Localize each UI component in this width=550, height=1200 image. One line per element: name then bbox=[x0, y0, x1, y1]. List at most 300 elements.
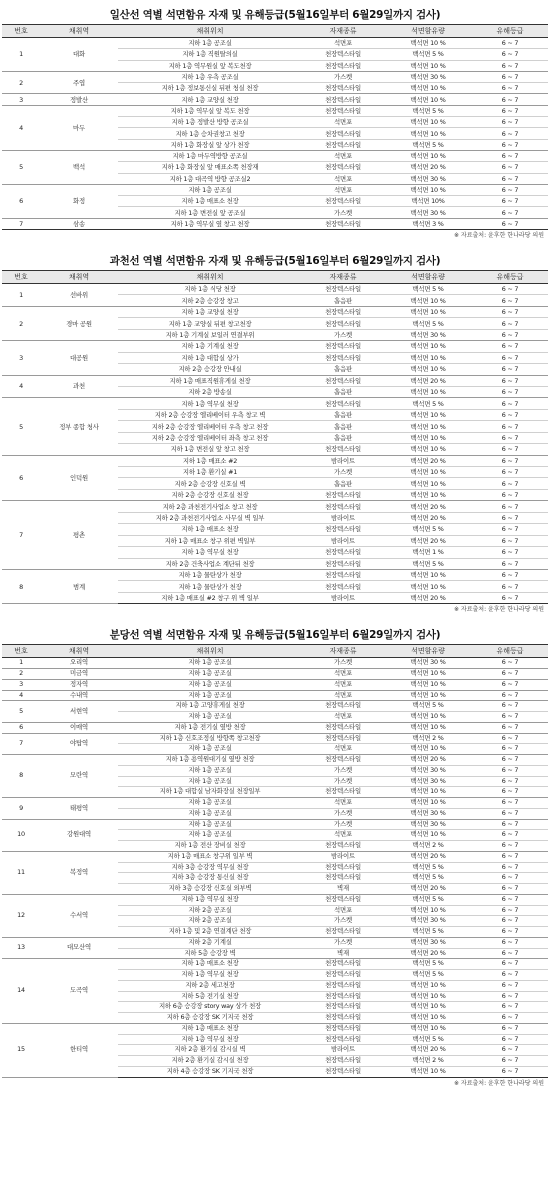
asbestos-content: 백석면 2 % bbox=[384, 841, 472, 852]
row-number: 5 bbox=[2, 398, 40, 455]
asbestos-content: 백석면 10 % bbox=[384, 690, 472, 701]
material-type: 천장텍스타일 bbox=[302, 1056, 384, 1067]
station-name: 마두 bbox=[40, 105, 118, 150]
material-type: 밤라이트 bbox=[302, 592, 384, 603]
row-number: 2 bbox=[2, 669, 40, 680]
hazard-grade: 6 ~ 7 bbox=[472, 808, 548, 819]
asbestos-content: 백석면 30 % bbox=[384, 173, 472, 184]
asbestos-content: 백석면 5 % bbox=[384, 873, 472, 884]
sample-location: 지하 2층 승강장 엘리베이터 좌측 창고 천장 bbox=[118, 432, 302, 443]
header-material: 자재종류 bbox=[302, 645, 384, 658]
sample-location: 지하 1층 공조실 bbox=[118, 669, 302, 680]
asbestos-content: 백석면 5 % bbox=[384, 284, 472, 295]
asbestos-content: 백석면 5 % bbox=[384, 558, 472, 569]
row-number: 5 bbox=[2, 150, 40, 184]
station-name: 과천 bbox=[40, 375, 118, 398]
material-type: 천장텍스타일 bbox=[302, 94, 384, 105]
material-type: 천장텍스타일 bbox=[302, 1034, 384, 1045]
material-type: 천장텍스타일 bbox=[302, 306, 384, 317]
material-type: 천장텍스타일 bbox=[302, 352, 384, 363]
material-type: 천장텍스타일 bbox=[302, 980, 384, 991]
row-number: 10 bbox=[2, 819, 40, 851]
header-station: 채취역 bbox=[40, 645, 118, 658]
hazard-grade: 6 ~ 7 bbox=[472, 851, 548, 862]
sample-location: 지하 1층 화장실 앞 매표소쪽 천장재 bbox=[118, 162, 302, 173]
station-name: 서현역 bbox=[40, 701, 118, 723]
asbestos-content: 백석면 10 % bbox=[384, 991, 472, 1002]
material-type: 가스켓 bbox=[302, 329, 384, 340]
header-station: 채취역 bbox=[40, 271, 118, 284]
table-row bbox=[2, 375, 548, 386]
table-row bbox=[2, 755, 548, 766]
row-number: 3 bbox=[2, 679, 40, 690]
table-row bbox=[2, 218, 548, 229]
asbestos-content: 백석면 5 % bbox=[384, 398, 472, 409]
material-type: 밤라이트 bbox=[302, 512, 384, 523]
sample-location: 지하 2층 건축사업소 계단뒤 천장 bbox=[118, 558, 302, 569]
material-type: 석면포 bbox=[302, 744, 384, 755]
station-name: 한티역 bbox=[40, 1023, 118, 1077]
asbestos-content: 백석면 10 % bbox=[384, 905, 472, 916]
hazard-grade: 6 ~ 7 bbox=[472, 284, 548, 295]
material-type: 천장텍스타일 bbox=[302, 444, 384, 455]
material-type: 천장텍스타일 bbox=[302, 547, 384, 558]
material-type: 석면포 bbox=[302, 184, 384, 195]
row-number: 7 bbox=[2, 501, 40, 570]
station-name: 정발산 bbox=[40, 94, 118, 105]
hazard-grade: 6 ~ 7 bbox=[472, 218, 548, 229]
asbestos-content: 백석면 10 % bbox=[384, 38, 472, 49]
hazard-grade: 6 ~ 7 bbox=[472, 776, 548, 787]
hazard-grade: 6 ~ 7 bbox=[472, 341, 548, 352]
header-location: 채취위치 bbox=[118, 25, 302, 38]
sample-location: 지하 1층 승차권창고 천장 bbox=[118, 128, 302, 139]
asbestos-content: 백석면 20 % bbox=[384, 501, 472, 512]
hazard-grade: 6 ~ 7 bbox=[472, 927, 548, 938]
hazard-grade: 6 ~ 7 bbox=[472, 329, 548, 340]
asbestos-content: 백석면 10 % bbox=[384, 830, 472, 841]
station-name: 정자역 bbox=[40, 679, 118, 690]
material-type: 천장텍스타일 bbox=[302, 341, 384, 352]
sample-location: 지하 3층 승강장 신호실 외부벽 bbox=[118, 884, 302, 895]
sample-location: 지하 2층 기계실 bbox=[118, 937, 302, 948]
section-title: 일산선 역별 석면함유 자재 및 유해등급(5월16일부터 6월29일까지 검사) bbox=[109, 9, 441, 21]
sample-location: 지하 2층 세고천장 bbox=[118, 980, 302, 991]
hazard-grade: 6 ~ 7 bbox=[472, 884, 548, 895]
hazard-grade: 6 ~ 7 bbox=[472, 970, 548, 981]
asbestos-table bbox=[2, 270, 548, 604]
material-type: 석면포 bbox=[302, 38, 384, 49]
hazard-grade: 6 ~ 7 bbox=[472, 1034, 548, 1045]
sample-location: 지하 1층 기계실 보일러 연결부위 bbox=[118, 329, 302, 340]
header-content: 석면함유량 bbox=[384, 645, 472, 658]
hazard-grade: 6 ~ 7 bbox=[472, 128, 548, 139]
asbestos-content: 백석면 5 % bbox=[384, 139, 472, 150]
material-type: 천장텍스타일 bbox=[302, 841, 384, 852]
hazard-grade: 6 ~ 7 bbox=[472, 535, 548, 546]
material-type: 석면포 bbox=[302, 679, 384, 690]
material-type: 천장텍스타일 bbox=[302, 60, 384, 71]
asbestos-content: 백석면 5 % bbox=[384, 105, 472, 116]
hazard-grade: 6 ~ 7 bbox=[472, 49, 548, 60]
sample-location: 지하 1층 물탄상가 천장 bbox=[118, 569, 302, 580]
source-note: ※ 자료출처: 윤후한 한나라당 의원 bbox=[453, 232, 544, 240]
material-type: 흡음판 bbox=[302, 478, 384, 489]
asbestos-content: 백석면 10 % bbox=[384, 744, 472, 755]
hazard-grade: 6 ~ 7 bbox=[472, 71, 548, 82]
station-name: 삼송 bbox=[40, 218, 118, 229]
sample-location: 지하 3층 승강장 통신실 천장 bbox=[118, 873, 302, 884]
sample-location: 지하 1층 역무실 천장 bbox=[118, 547, 302, 558]
asbestos-content: 백석면 10 % bbox=[384, 569, 472, 580]
material-type: 가스켓 bbox=[302, 658, 384, 669]
sample-location: 지하 1층 역무실 천장 bbox=[118, 970, 302, 981]
hazard-grade: 6 ~ 7 bbox=[472, 733, 548, 744]
row-number: 7 bbox=[2, 218, 40, 229]
hazard-grade: 6 ~ 7 bbox=[472, 352, 548, 363]
hazard-grade: 6 ~ 7 bbox=[472, 117, 548, 128]
sample-location: 지하 1층 공조실 bbox=[118, 184, 302, 195]
table-row bbox=[2, 94, 548, 105]
header-row bbox=[2, 25, 548, 38]
asbestos-content: 백석면 1 % bbox=[384, 547, 472, 558]
hazard-grade: 6 ~ 7 bbox=[472, 669, 548, 680]
row-number: 8 bbox=[2, 755, 40, 798]
asbestos-content: 백석면 10 % bbox=[384, 60, 472, 71]
header-grade: 유해등급 bbox=[472, 645, 548, 658]
hazard-grade: 6 ~ 7 bbox=[472, 295, 548, 306]
hazard-grade: 6 ~ 7 bbox=[472, 386, 548, 397]
sample-location: 지하 2층 과천전기사업소 사무실 벽 일부 bbox=[118, 512, 302, 523]
material-type: 흡음판 bbox=[302, 421, 384, 432]
sample-location: 지하 1층 역무실 옆 창고 천장 bbox=[118, 218, 302, 229]
hazard-grade: 6 ~ 7 bbox=[472, 455, 548, 466]
sample-location: 지하 1층 공조실 bbox=[118, 679, 302, 690]
material-type: 석면포 bbox=[302, 669, 384, 680]
sample-location: 지하 1층 고양휴게실 천장 bbox=[118, 701, 302, 712]
station-name: 대화 bbox=[40, 38, 118, 72]
station-name: 강원대역 bbox=[40, 819, 118, 851]
asbestos-content: 백석면 5 % bbox=[384, 862, 472, 873]
sample-location: 지하 2층 공조실 bbox=[118, 905, 302, 916]
material-type: 천장텍스타일 bbox=[302, 139, 384, 150]
sample-location: 지하 1층 매표소 창구 위편 벽일부 bbox=[118, 535, 302, 546]
hazard-grade: 6 ~ 7 bbox=[472, 38, 548, 49]
material-type: 천장텍스타일 bbox=[302, 873, 384, 884]
sample-location: 지하 1층 역무실 천장 bbox=[118, 1034, 302, 1045]
station-name: 경마 공원 bbox=[40, 306, 118, 340]
hazard-grade: 6 ~ 7 bbox=[472, 862, 548, 873]
asbestos-content: 백석면 10 % bbox=[384, 980, 472, 991]
sample-location: 지하 1층 전기실 옆방 천장 bbox=[118, 722, 302, 733]
table-row bbox=[2, 679, 548, 690]
sample-location: 지하 1층 환기실 #1 bbox=[118, 467, 302, 478]
hazard-grade: 6 ~ 7 bbox=[472, 306, 548, 317]
hazard-grade: 6 ~ 7 bbox=[472, 1045, 548, 1056]
material-type: 가스켓 bbox=[302, 937, 384, 948]
station-name: 태평역 bbox=[40, 798, 118, 820]
hazard-grade: 6 ~ 7 bbox=[472, 1056, 548, 1067]
material-type: 천장텍스타일 bbox=[302, 959, 384, 970]
sample-location: 지하 1층 공조실 bbox=[118, 819, 302, 830]
sample-location: 지하 1층 공조실 bbox=[118, 712, 302, 723]
asbestos-content: 백석면 10 % bbox=[384, 798, 472, 809]
table-row bbox=[2, 1023, 548, 1034]
material-type: 천장텍스타일 bbox=[302, 722, 384, 733]
material-type: 가스켓 bbox=[302, 71, 384, 82]
section-title: 과천선 역별 석면함유 자재 및 유해등급(5월16일부터 6월29일까지 검사) bbox=[109, 255, 441, 268]
material-type: 천장텍스타일 bbox=[302, 375, 384, 386]
sample-location: 지하 1층 기계실 천장 bbox=[118, 341, 302, 352]
sample-location: 지하 1층 매표소 천장 bbox=[118, 1023, 302, 1034]
table-row bbox=[2, 38, 548, 49]
hazard-grade: 6 ~ 7 bbox=[472, 150, 548, 161]
material-type: 천장텍스타일 bbox=[302, 398, 384, 409]
asbestos-content: 백석면 10 % bbox=[384, 409, 472, 420]
sample-location: 지하 1층 공조실 bbox=[118, 808, 302, 819]
sample-location: 지하 1층 대합실 남자화장실 천장일부 bbox=[118, 787, 302, 798]
hazard-grade: 6 ~ 7 bbox=[472, 690, 548, 701]
hazard-grade: 6 ~ 7 bbox=[472, 318, 548, 329]
asbestos-content: 백석면 20 % bbox=[384, 592, 472, 603]
hazard-grade: 6 ~ 7 bbox=[472, 755, 548, 766]
material-type: 천장텍스타일 bbox=[302, 581, 384, 592]
asbestos-content: 백석면 5 % bbox=[384, 318, 472, 329]
table-row bbox=[2, 690, 548, 701]
hazard-grade: 6 ~ 7 bbox=[472, 798, 548, 809]
hazard-grade: 6 ~ 7 bbox=[472, 364, 548, 375]
hazard-grade: 6 ~ 7 bbox=[472, 558, 548, 569]
hazard-grade: 6 ~ 7 bbox=[472, 712, 548, 723]
asbestos-content: 백석면 10 % bbox=[384, 1013, 472, 1024]
station-name: 주엽 bbox=[40, 71, 118, 94]
hazard-grade: 6 ~ 7 bbox=[472, 905, 548, 916]
material-type: 벽재 bbox=[302, 948, 384, 959]
asbestos-table-section bbox=[0, 252, 550, 616]
material-type: 천장텍스타일 bbox=[302, 1023, 384, 1034]
asbestos-content: 백석면 10 % bbox=[384, 295, 472, 306]
table-row bbox=[2, 455, 548, 466]
station-name: 수내역 bbox=[40, 690, 118, 701]
sample-location: 지하 2층 환기실 감시실 천장 bbox=[118, 1056, 302, 1067]
asbestos-content: 백석면 20 % bbox=[384, 884, 472, 895]
sample-location: 지하 1층 마두역방향 공조실 bbox=[118, 150, 302, 161]
hazard-grade: 6 ~ 7 bbox=[472, 722, 548, 733]
hazard-grade: 6 ~ 7 bbox=[472, 841, 548, 852]
table-row bbox=[2, 569, 548, 580]
asbestos-content: 백석면 5 % bbox=[384, 1034, 472, 1045]
material-type: 석면포 bbox=[302, 173, 384, 184]
row-number: 1 bbox=[2, 658, 40, 669]
station-name: 평촌 bbox=[40, 501, 118, 570]
asbestos-content: 백석면 10 % bbox=[384, 386, 472, 397]
hazard-grade: 6 ~ 7 bbox=[472, 409, 548, 420]
material-type: 석면포 bbox=[302, 712, 384, 723]
asbestos-content: 백석면 2 % bbox=[384, 1056, 472, 1067]
hazard-grade: 6 ~ 7 bbox=[472, 432, 548, 443]
sample-location: 지하 2층 공조실 bbox=[118, 916, 302, 927]
material-type: 가스켓 bbox=[302, 765, 384, 776]
header-content: 석면함유량 bbox=[384, 25, 472, 38]
sample-location: 지하 1층 매표소 천장 bbox=[118, 959, 302, 970]
asbestos-content: 백석면 10 % bbox=[384, 669, 472, 680]
asbestos-content: 백석면 30 % bbox=[384, 916, 472, 927]
sample-location: 지하 1층 용역원대기실 옆방 천장 bbox=[118, 755, 302, 766]
material-type: 밤라이트 bbox=[302, 455, 384, 466]
asbestos-content: 백석면 30 % bbox=[384, 71, 472, 82]
material-type: 천장텍스타일 bbox=[302, 501, 384, 512]
hazard-grade: 6 ~ 7 bbox=[472, 658, 548, 669]
station-name: 도곡역 bbox=[40, 959, 118, 1024]
sample-location: 지하 2층 환기실 감시실 벽 bbox=[118, 1045, 302, 1056]
asbestos-content: 백석면 3 % bbox=[384, 218, 472, 229]
sample-location: 지하 2층 과천전기사업소 창고 천장 bbox=[118, 501, 302, 512]
asbestos-content: 백석면 10 % bbox=[384, 83, 472, 94]
sample-location: 지하 2층 승강장 신호실 벽 bbox=[118, 478, 302, 489]
asbestos-content: 백석면 2 % bbox=[384, 733, 472, 744]
asbestos-content: 백석면 10 % bbox=[384, 467, 472, 478]
sample-location: 지하 1층 공조실 bbox=[118, 798, 302, 809]
row-number: 3 bbox=[2, 341, 40, 375]
hazard-grade: 6 ~ 7 bbox=[472, 1013, 548, 1024]
sample-location: 지하 1층 매표소 #2 bbox=[118, 455, 302, 466]
hazard-grade: 6 ~ 7 bbox=[472, 162, 548, 173]
table-row bbox=[2, 658, 548, 669]
hazard-grade: 6 ~ 7 bbox=[472, 1002, 548, 1013]
asbestos-table-section bbox=[0, 626, 550, 1089]
material-type: 석면포 bbox=[302, 905, 384, 916]
sample-location: 지하 1층 역무실 앞 복도 천장 bbox=[118, 105, 302, 116]
hazard-grade: 6 ~ 7 bbox=[472, 207, 548, 218]
asbestos-content: 백석면 10 % bbox=[384, 432, 472, 443]
asbestos-content: 백석면 10 % bbox=[384, 1023, 472, 1034]
material-type: 석면포 bbox=[302, 690, 384, 701]
table-row bbox=[2, 71, 548, 82]
row-number: 13 bbox=[2, 937, 40, 959]
hazard-grade: 6 ~ 7 bbox=[472, 679, 548, 690]
header-station: 채취역 bbox=[40, 25, 118, 38]
material-type: 흡음판 bbox=[302, 295, 384, 306]
hazard-grade: 6 ~ 7 bbox=[472, 139, 548, 150]
sample-location: 지하 1층 직원탈의실 bbox=[118, 49, 302, 60]
sample-location: 지하 1층 매표실 #2 창구 위 벽 일부 bbox=[118, 592, 302, 603]
hazard-grade: 6 ~ 7 bbox=[472, 1023, 548, 1034]
asbestos-content: 백석면 20 % bbox=[384, 455, 472, 466]
row-number: 2 bbox=[2, 71, 40, 94]
material-type: 천장텍스타일 bbox=[302, 489, 384, 500]
hazard-grade: 6 ~ 7 bbox=[472, 991, 548, 1002]
asbestos-content: 백석면 20 % bbox=[384, 512, 472, 523]
asbestos-content: 백석면 10% bbox=[384, 196, 472, 207]
header-location: 채취위치 bbox=[118, 645, 302, 658]
material-type: 밤라이트 bbox=[302, 535, 384, 546]
asbestos-content: 백석면 10 % bbox=[384, 117, 472, 128]
material-type: 천장텍스타일 bbox=[302, 196, 384, 207]
table-row bbox=[2, 819, 548, 830]
asbestos-content: 백석면 20 % bbox=[384, 535, 472, 546]
table-row bbox=[2, 105, 548, 116]
header-number: 번호 bbox=[2, 645, 40, 658]
sample-location: 지하 1층 역무실 천장 bbox=[118, 894, 302, 905]
material-type: 천장텍스타일 bbox=[302, 162, 384, 173]
hazard-grade: 6 ~ 7 bbox=[472, 547, 548, 558]
sample-location: 지하 5층 승강장 벽 bbox=[118, 948, 302, 959]
asbestos-content: 백석면 10 % bbox=[384, 150, 472, 161]
asbestos-content: 백석면 30 % bbox=[384, 765, 472, 776]
material-type: 천장텍스타일 bbox=[302, 49, 384, 60]
asbestos-table-section bbox=[0, 6, 550, 242]
hazard-grade: 6 ~ 7 bbox=[472, 501, 548, 512]
sample-location: 지하 1층 매표소 천장 bbox=[118, 196, 302, 207]
table-row bbox=[2, 851, 548, 862]
material-type: 석면포 bbox=[302, 150, 384, 161]
row-number: 12 bbox=[2, 894, 40, 937]
asbestos-content: 백석면 30 % bbox=[384, 937, 472, 948]
table-row bbox=[2, 733, 548, 744]
material-type: 석면포 bbox=[302, 830, 384, 841]
table-row bbox=[2, 722, 548, 733]
material-type: 벽재 bbox=[302, 884, 384, 895]
table-row bbox=[2, 284, 548, 295]
station-name: 백석 bbox=[40, 150, 118, 184]
asbestos-table bbox=[2, 644, 548, 1077]
material-type: 천장텍스타일 bbox=[302, 755, 384, 766]
hazard-grade: 6 ~ 7 bbox=[472, 873, 548, 884]
sample-location: 지하 1층 공조실 bbox=[118, 690, 302, 701]
row-number: 14 bbox=[2, 959, 40, 1024]
asbestos-table bbox=[2, 24, 548, 230]
material-type: 천장텍스타일 bbox=[302, 927, 384, 938]
sample-location: 지하 6층 승강장 story way 상가 천장 bbox=[118, 1002, 302, 1013]
asbestos-content: 백석면 20 % bbox=[384, 755, 472, 766]
hazard-grade: 6 ~ 7 bbox=[472, 1066, 548, 1077]
sample-location: 지하 1층 식당 천장 bbox=[118, 284, 302, 295]
hazard-grade: 6 ~ 7 bbox=[472, 467, 548, 478]
row-number: 9 bbox=[2, 798, 40, 820]
material-type: 흡음판 bbox=[302, 409, 384, 420]
station-name: 수서역 bbox=[40, 894, 118, 937]
hazard-grade: 6 ~ 7 bbox=[472, 83, 548, 94]
material-type: 밤라이트 bbox=[302, 1045, 384, 1056]
station-name: 선바위 bbox=[40, 284, 118, 307]
asbestos-content: 백석면 20 % bbox=[384, 1045, 472, 1056]
material-type: 천장텍스타일 bbox=[302, 970, 384, 981]
hazard-grade: 6 ~ 7 bbox=[472, 701, 548, 712]
hazard-grade: 6 ~ 7 bbox=[472, 489, 548, 500]
sample-location: 지하 1층 공조실 bbox=[118, 38, 302, 49]
asbestos-content: 백석면 10 % bbox=[384, 421, 472, 432]
material-type: 천장텍스타일 bbox=[302, 284, 384, 295]
row-number: 1 bbox=[2, 38, 40, 72]
station-name: 화정 bbox=[40, 184, 118, 218]
sample-location: 지하 2층 승강장 엘리베이터 우측 창고 벽 bbox=[118, 409, 302, 420]
sample-location: 지하 3층 승강장 역무실 천장 bbox=[118, 862, 302, 873]
hazard-grade: 6 ~ 7 bbox=[472, 819, 548, 830]
material-type: 가스켓 bbox=[302, 819, 384, 830]
sample-location: 지하 1층 정보통신실 뒤편 청실 천장 bbox=[118, 83, 302, 94]
material-type: 천장텍스타일 bbox=[302, 1013, 384, 1024]
sample-location: 지하 1층 매표직원휴게실 천장 bbox=[118, 375, 302, 386]
sample-location: 지하 1층 신호조정실 방향쪽 창고천장 bbox=[118, 733, 302, 744]
asbestos-content: 백석면 10 % bbox=[384, 679, 472, 690]
table-row bbox=[2, 798, 548, 809]
sample-location: 지하 1층 전산 장비실 천장 bbox=[118, 841, 302, 852]
row-number: 7 bbox=[2, 733, 40, 755]
material-type: 천장텍스타일 bbox=[302, 862, 384, 873]
sample-location: 지하 1층 변전실 앞 창고 천장 bbox=[118, 444, 302, 455]
header-location: 채취위치 bbox=[118, 271, 302, 284]
station-name: 대공원 bbox=[40, 341, 118, 375]
